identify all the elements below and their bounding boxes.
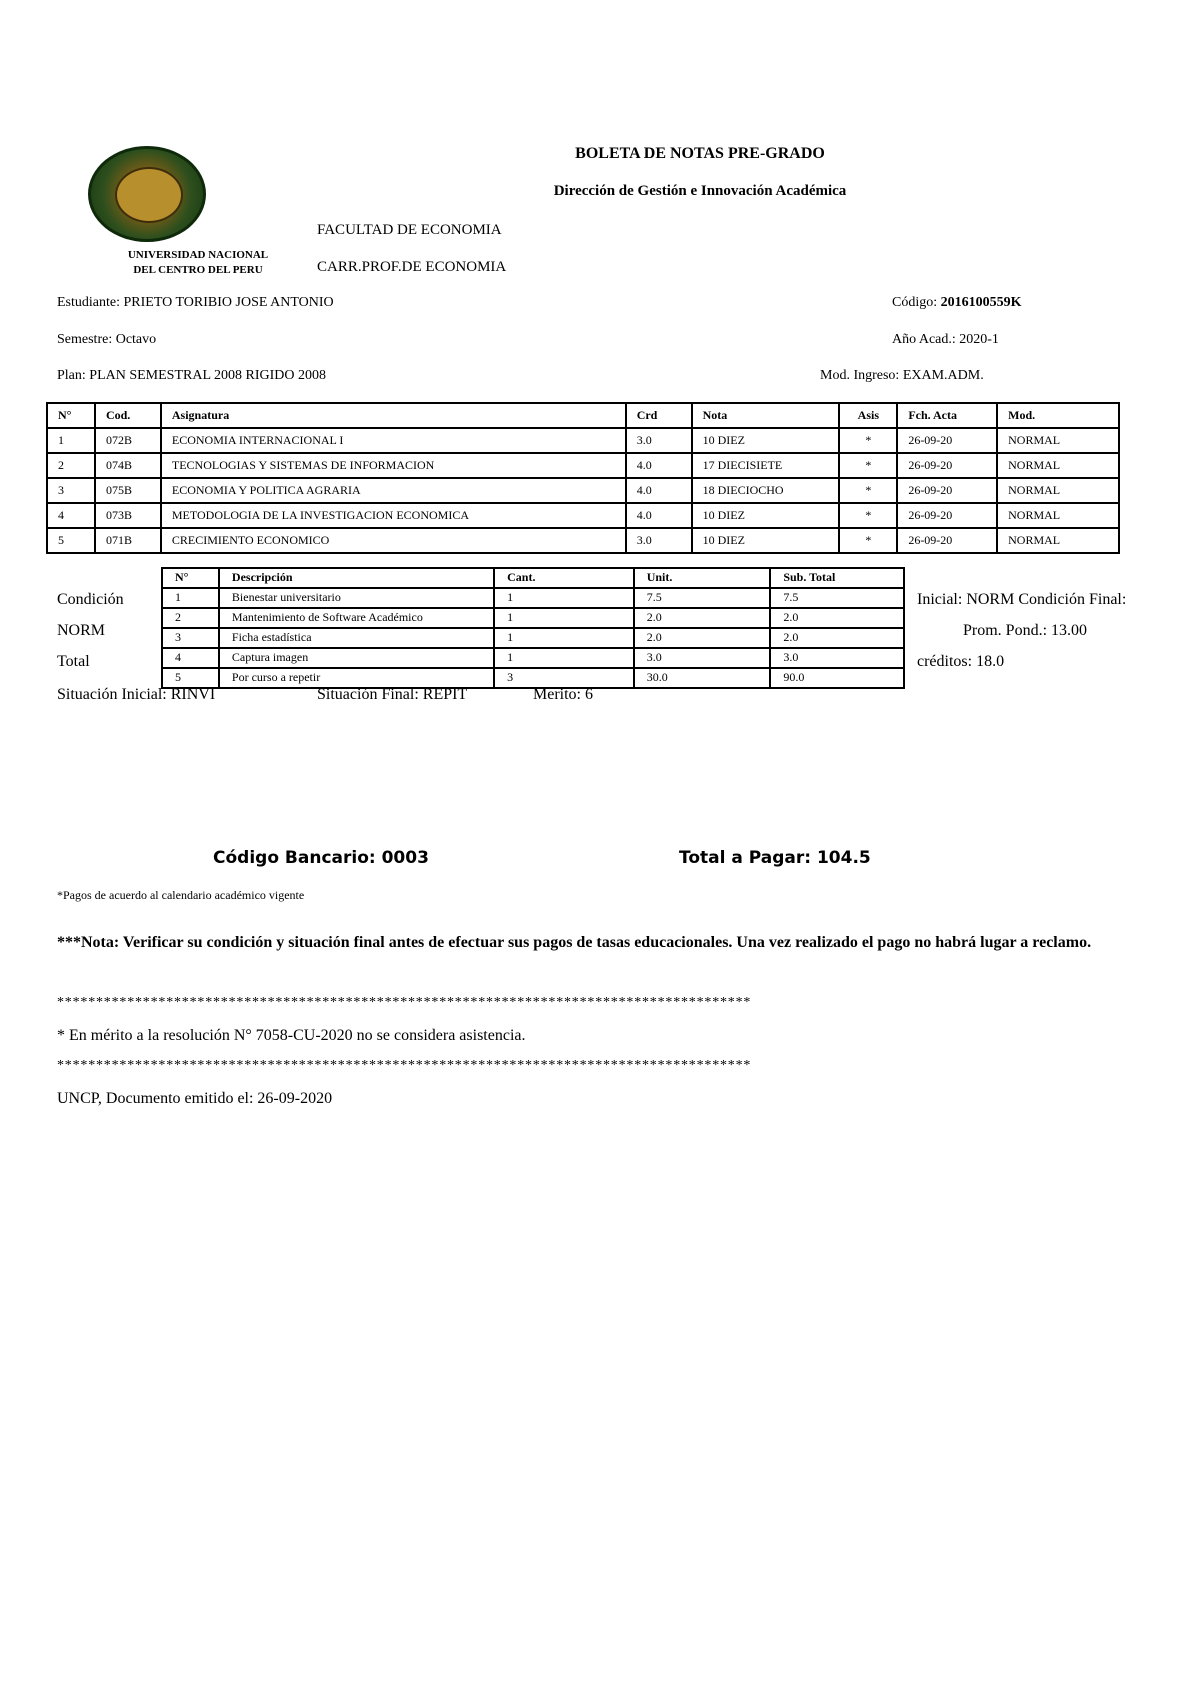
- table-cell: *: [839, 478, 897, 503]
- fees-table: [161, 567, 905, 689]
- fee-header-num: N°: [162, 568, 219, 588]
- table-cell: NORMAL: [997, 428, 1119, 453]
- table-cell: 10 DIEZ: [692, 503, 840, 528]
- table-cell: 1: [494, 628, 634, 648]
- table-cell: *: [839, 428, 897, 453]
- semester-line: [57, 332, 156, 348]
- total-label: Total: [57, 653, 90, 670]
- fee-header-quantity: Cant.: [494, 568, 634, 588]
- table-cell: 10 DIEZ: [692, 428, 840, 453]
- payment-warning-note: ***Nota: Verificar su condición y situación final antes de efectuar sus pagos de tasas educacionales. Una vez realizado el pago no habrá lugar a reclamo.: [57, 934, 1092, 951]
- table-cell: 3.0: [626, 528, 692, 553]
- table-cell: ECONOMIA Y POLITICA AGRARIA: [161, 478, 626, 503]
- condition-label: Condición: [57, 591, 124, 608]
- university-name: [108, 248, 288, 278]
- table-row: [162, 608, 904, 628]
- table-row: [47, 503, 1119, 528]
- table-row: [162, 668, 904, 688]
- table-cell: 90.0: [770, 668, 904, 688]
- condition-value: NORM: [57, 622, 106, 639]
- table-cell: 3.0: [634, 648, 771, 668]
- faculty-name: FACULTAD DE ECONOMIA: [317, 222, 502, 238]
- table-cell: 2.0: [770, 608, 904, 628]
- table-cell: 7.5: [770, 588, 904, 608]
- table-cell: 072B: [95, 428, 161, 453]
- table-cell: 5: [47, 528, 95, 553]
- student-name: PRIETO TORIBIO JOSE ANTONIO: [123, 295, 334, 310]
- student-code-label: Código:: [892, 295, 938, 310]
- table-row: [47, 528, 1119, 553]
- plan-line: [57, 368, 326, 384]
- fee-header-unit: Unit.: [634, 568, 771, 588]
- table-row: [162, 628, 904, 648]
- fee-header-subtotal: Sub. Total: [770, 568, 904, 588]
- table-cell: *: [839, 453, 897, 478]
- admission-mode-line: [820, 368, 984, 384]
- table-cell: NORMAL: [997, 528, 1119, 553]
- admission-mode-label: Mod. Ingreso:: [820, 368, 900, 383]
- col-header-num: N°: [47, 403, 95, 428]
- table-cell: 2.0: [770, 628, 904, 648]
- table-cell: 071B: [95, 528, 161, 553]
- courses-table: [46, 402, 1120, 554]
- table-row: [47, 478, 1119, 503]
- table-row: [47, 453, 1119, 478]
- table-cell: 1: [162, 588, 219, 608]
- col-header-record-date: Fch. Acta: [897, 403, 997, 428]
- final-situation: Situación Final: REPIT: [317, 686, 468, 703]
- university-seal-logo: [88, 146, 206, 242]
- table-cell: 18 DIECIOCHO: [692, 478, 840, 503]
- plan-value: PLAN SEMESTRAL 2008 RIGIDO 2008: [89, 368, 326, 383]
- table-cell: 3: [162, 628, 219, 648]
- table-cell: 075B: [95, 478, 161, 503]
- table-cell: Ficha estadística: [219, 628, 494, 648]
- table-cell: 2.0: [634, 628, 771, 648]
- table-cell: CRECIMIENTO ECONOMICO: [161, 528, 626, 553]
- table-cell: 1: [47, 428, 95, 453]
- table-cell: 26-09-20: [897, 528, 997, 553]
- col-header-attendance: Asis: [839, 403, 897, 428]
- table-cell: 3.0: [626, 428, 692, 453]
- table-row: [162, 588, 904, 608]
- col-header-mode: Mod.: [997, 403, 1119, 428]
- table-cell: TECNOLOGIAS Y SISTEMAS DE INFORMACION: [161, 453, 626, 478]
- table-cell: 26-09-20: [897, 453, 997, 478]
- student-name-line: [57, 295, 334, 311]
- table-cell: ECONOMIA INTERNACIONAL I: [161, 428, 626, 453]
- career-name: CARR.PROF.DE ECONOMIA: [317, 259, 507, 275]
- issue-date: UNCP, Documento emitido el: 26-09-2020: [57, 1090, 333, 1107]
- fee-header-description: Descripción: [219, 568, 494, 588]
- total-to-pay: Total a Pagar: 104.5: [679, 848, 871, 868]
- table-cell: 1: [494, 608, 634, 628]
- table-cell: 074B: [95, 453, 161, 478]
- merit-rank: Merito: 6: [533, 686, 593, 703]
- document-title: BOLETA DE NOTAS PRE-GRADO: [575, 145, 825, 162]
- table-cell: Captura imagen: [219, 648, 494, 668]
- col-header-subject: Asignatura: [161, 403, 626, 428]
- semester-value: Octavo: [115, 332, 157, 347]
- table-cell: 26-09-20: [897, 503, 997, 528]
- table-cell: 17 DIECISIETE: [692, 453, 840, 478]
- university-name-line1: UNIVERSIDAD NACIONAL: [127, 249, 269, 261]
- table-cell: 2.0: [634, 608, 771, 628]
- table-cell: 2: [162, 608, 219, 628]
- table-cell: NORMAL: [997, 478, 1119, 503]
- student-code-line: [892, 295, 1022, 311]
- table-cell: 4.0: [626, 503, 692, 528]
- table-cell: 5: [162, 668, 219, 688]
- bank-code: Código Bancario: 0003: [213, 848, 429, 868]
- table-row: [162, 648, 904, 668]
- table-cell: 3: [47, 478, 95, 503]
- table-cell: 10 DIEZ: [692, 528, 840, 553]
- table-cell: *: [839, 503, 897, 528]
- table-cell: NORMAL: [997, 453, 1119, 478]
- table-cell: Bienestar universitario: [219, 588, 494, 608]
- plan-label: Plan:: [57, 368, 86, 383]
- table-cell: 4.0: [626, 478, 692, 503]
- admission-mode-value: EXAM.ADM.: [902, 368, 984, 383]
- table-cell: 4: [162, 648, 219, 668]
- separator-line-2: *****************************************************************************************: [57, 1058, 752, 1073]
- payment-calendar-note: *Pagos de acuerdo al calendario académico vigente: [57, 888, 305, 902]
- student-code: 2016100559K: [940, 295, 1022, 310]
- table-cell: 4: [47, 503, 95, 528]
- table-cell: Por curso a repetir: [219, 668, 494, 688]
- col-header-grade: Nota: [692, 403, 840, 428]
- table-cell: 1: [494, 648, 634, 668]
- table-cell: 2: [47, 453, 95, 478]
- semester-label: Semestre:: [57, 332, 113, 347]
- table-cell: 7.5: [634, 588, 771, 608]
- initial-condition-text: Inicial: NORM Condición Final:: [917, 591, 1127, 608]
- table-cell: 30.0: [634, 668, 771, 688]
- student-name-label: Estudiante:: [57, 295, 120, 310]
- courses-header-row: [47, 403, 1119, 428]
- initial-situation: Situación Inicial: RINVI: [57, 686, 216, 703]
- table-cell: 073B: [95, 503, 161, 528]
- table-cell: METODOLOGIA DE LA INVESTIGACION ECONOMICA: [161, 503, 626, 528]
- credits-text: créditos: 18.0: [917, 653, 1005, 670]
- academic-year-line: [892, 332, 999, 348]
- table-cell: NORMAL: [997, 503, 1119, 528]
- weighted-average-text: Prom. Pond.: 13.00: [963, 622, 1088, 639]
- document-subtitle: Dirección de Gestión e Innovación Académica: [553, 183, 847, 199]
- separator-line-1: *****************************************************************************************: [57, 995, 752, 1010]
- table-cell: 26-09-20: [897, 478, 997, 503]
- table-cell: 3.0: [770, 648, 904, 668]
- table-row: [47, 428, 1119, 453]
- table-cell: 3: [494, 668, 634, 688]
- table-cell: 4.0: [626, 453, 692, 478]
- table-cell: *: [839, 528, 897, 553]
- col-header-credits: Crd: [626, 403, 692, 428]
- university-name-line2: DEL CENTRO DEL PERU: [133, 264, 263, 276]
- academic-year-value: 2020-1: [959, 332, 999, 347]
- fees-header-row: [162, 568, 904, 588]
- resolution-note: * En mérito a la resolución N° 7058-CU-2020 no se considera asistencia.: [57, 1027, 526, 1044]
- col-header-code: Cod.: [95, 403, 161, 428]
- table-cell: Mantenimiento de Software Académico: [219, 608, 494, 628]
- academic-year-label: Año Acad.:: [892, 332, 956, 347]
- table-cell: 26-09-20: [897, 428, 997, 453]
- table-cell: 1: [494, 588, 634, 608]
